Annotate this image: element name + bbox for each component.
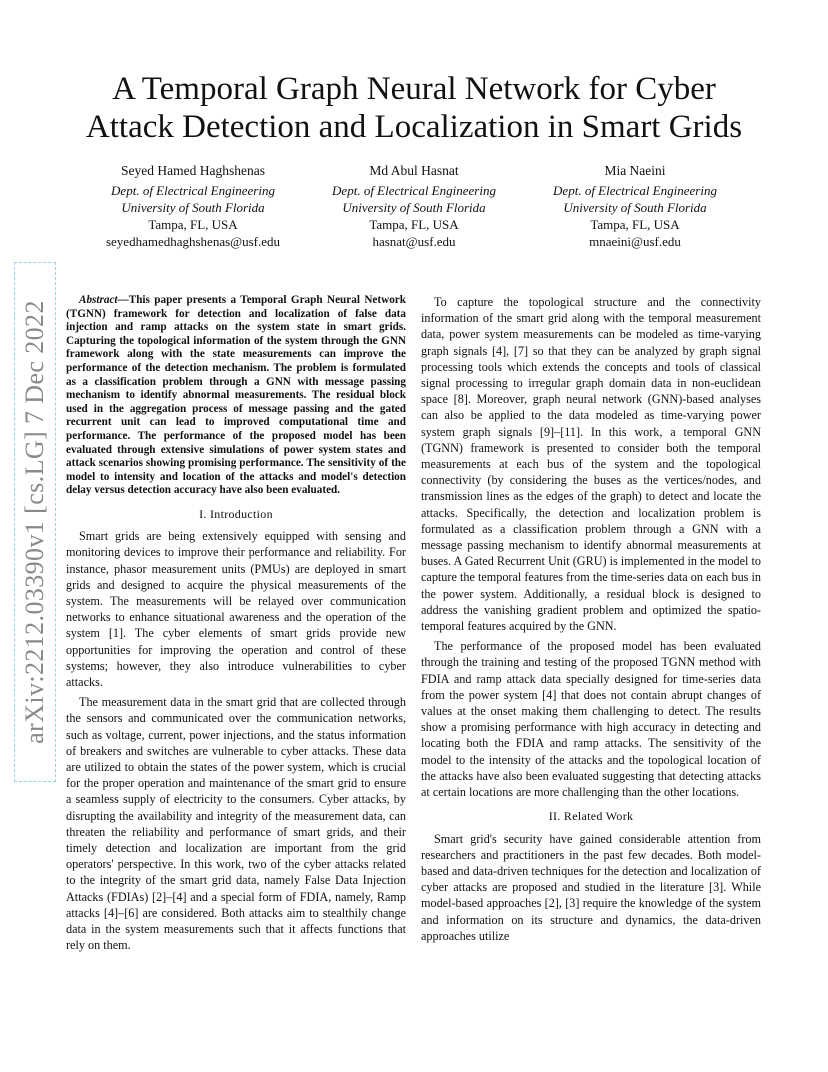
left-column: [66, 294, 406, 957]
title-line-2: Attack Detection and Localization in Smart Grids: [85, 109, 743, 145]
section-heading-introduction: I. Introduction: [199, 506, 273, 521]
abstract-text: —This paper presents a Temporal Graph Neural Network (TGNN) framework for detection and localization of false data injection and ramp attacks on the system state in smart grids. Capturing the topological information of the system through the GNN framework along with the state measurements can improve the performance of the detection mechanism. The problem is formulated as a classification problem through a GNN with message passing mechanism to identify abnormal measurements. The residual block used in the aggregation process of message passing and the gated recurrent unit can lead to improved computational time and performance. The performance of the proposed model has been evaluated through extensive simulations of power system states and attack scenarios showing promising performance. The sensitivity of the model to intensity and location of the attacks and model's detection delay versus detection accuracy have also been evaluated.: [66, 294, 406, 497]
paragraph: To capture the topological structure and the connectivity information of the smart grid along with the temporal measurement data, power system measurements can be modeled as time-varying graph signals [4], [7] so that they can be analyzed by graph signal processing tools which extends the concepts and tools of classical signal processing to irregular graph domain data in non-euclidean space [8]. Moreover, graph neural network (GNN)-based analyses can also be applied to the data modeled as time-varying power system graph signals [9]–[11]. In this work, a temporal GNN (TGNN) framework is presented to consider both the temporal measurements at each bus of the system and the topological connectivity (by considering the buses as the vertices/nodes, and transmission lines as the edges of the graph) to detect and locate the attacks. Specifically, the detection and localization problem is formulated as a classification problem through a GNN with a message passing mechanism to identify abnormal measurements at buses. A Gated Recurrent Unit (GRU) is implemented in the model to capture the temporal features from the time-series data on each bus in the power system. Additionally, a residual block is designed to address the vanishing gradient problem and optimized the spatio-temporal features acquired by the GNN.: [421, 295, 761, 634]
paper-title: [60, 70, 768, 146]
author-univ: University of South Florida: [121, 200, 265, 215]
author-dept: Dept. of Electrical Engineering: [111, 183, 275, 198]
author-dept: Dept. of Electrical Engineering: [332, 183, 496, 198]
author-location: Tampa, FL, USA: [148, 217, 238, 232]
author-1: [88, 162, 298, 250]
paragraph: The measurement data in the smart grid that are collected through the sensors and communicated over the communication networks, such as voltage, current, power injections, and the status information of breakers and switches are vulnerable to cyber attacks. These data are utilized to obtain the states of the power system, which is crucial for the proper operation and maintenance of the smart grid to ensure a seamless supply of electricity to the consumers. Cyber attacks, by disrupting the availability and integrity of the measurement data, can threaten the reliability and performance of smart grids, and their timely detection and localization are important from the grid operators' perspective. In this work, two of the cyber attacks related to the integrity of the smart grid data, namely False Data Injection Attacks (FDIAs) [2]–[4] and a special form of FDIA, namely, Ramp attacks [4]–[6] are considered. Both attacks aim to stealthily change data in the system measurements such that it affects functions that rely on them.: [66, 695, 406, 953]
author-location: Tampa, FL, USA: [590, 217, 680, 232]
arxiv-stamp: [14, 262, 56, 782]
author-name: Seyed Hamed Haghshenas: [121, 163, 265, 178]
paragraph: The performance of the proposed model has been evaluated through the training and testing of the proposed TGNN method with FDIA and ramp attack data specially designed for time-series data from the power system [4] that does not contain abrupt changes of values at the onset making them challenging to detect. The results show a promising performance with high accuracy in detecting and locating both the FDIA and ramp attacks. The sensitivity of the model to the intensity of the attacks and the topological location of the attacks have also been evaluated suggesting that detecting attacks at certain locations are more challenging than the other locations.: [421, 639, 761, 800]
paragraph: Smart grids are being extensively equipped with sensing and monitoring devices to improve their performance and reliability. For instance, phasor measurement units (PMUs) are deployed in smart grids and designed to acquire the physical measurements of the system. The measurements will be relayed over communication networks to enhance situational awareness and the operation of the system [1]. The cyber elements of smart grids provide new opportunities for improving the operation and control of these systems; however, they also introduce vulnerabilities to cyber attacks.: [66, 529, 406, 689]
author-email: mnaeini@usf.edu: [589, 234, 681, 249]
author-3: [530, 162, 740, 250]
author-email: hasnat@usf.edu: [372, 234, 456, 249]
author-dept: Dept. of Electrical Engineering: [553, 183, 717, 198]
title-line-1: A Temporal Graph Neural Network for Cyber: [112, 71, 716, 107]
author-2: [309, 162, 519, 250]
abstract-label: Abstract: [79, 294, 118, 306]
arxiv-id: arXiv:2212.03390v1 [cs.LG] 7 Dec 2022: [20, 300, 49, 744]
author-name: Mia Naeini: [604, 163, 666, 178]
author-email: seyedhamedhaghshenas@usf.edu: [105, 234, 281, 249]
abstract: [66, 294, 406, 498]
author-block: [88, 162, 740, 250]
right-column: [421, 294, 761, 948]
author-univ: University of South Florida: [342, 200, 486, 215]
author-location: Tampa, FL, USA: [369, 217, 459, 232]
author-univ: University of South Florida: [563, 200, 707, 215]
author-name: Md Abul Hasnat: [369, 163, 459, 178]
section-heading-related-work: II. Related Work: [548, 809, 634, 824]
paragraph: Smart grid's security have gained considerable attention from researchers and practitioners in the past few decades. Both model-based and data-driven techniques for the detection and localization of cyber attacks are proposed and studied in the literature [3]. While model-based approaches [2], [3] require the knowledge of the system and information on its structure and dynamics, the data-driven approaches utilize: [421, 831, 761, 943]
